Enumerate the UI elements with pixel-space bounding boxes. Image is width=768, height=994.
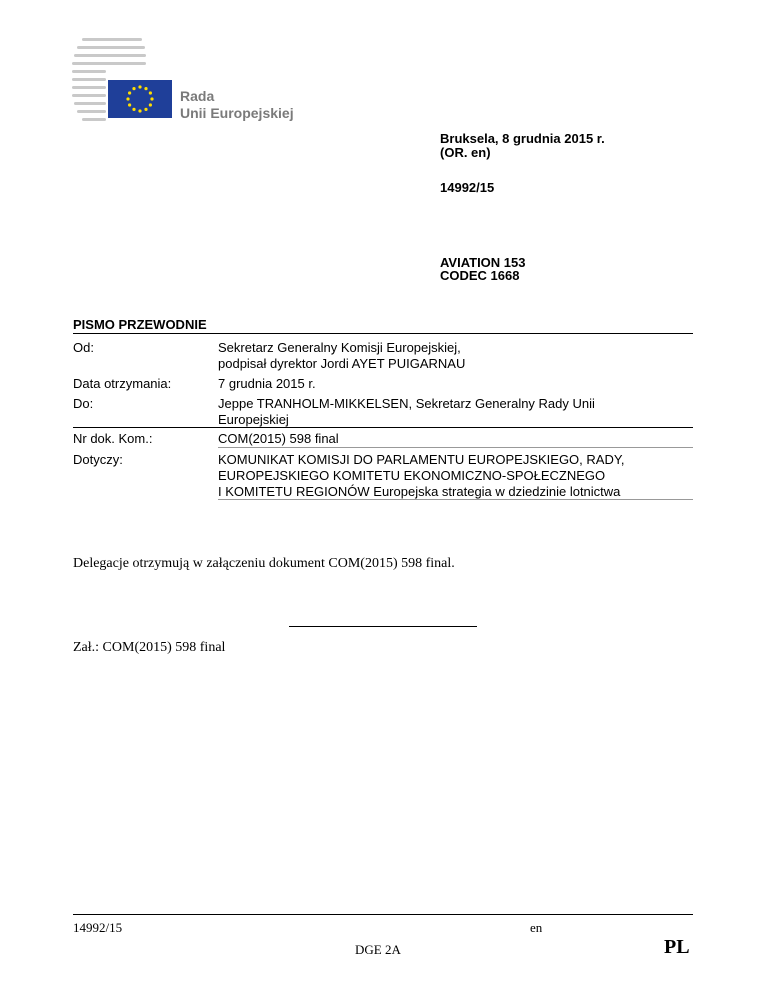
eu-star-icon bbox=[128, 91, 131, 94]
divider bbox=[218, 499, 693, 500]
field-to bbox=[73, 396, 693, 428]
eu-star-icon bbox=[149, 103, 152, 106]
field-received-value: 7 grudnia 2015 r. bbox=[218, 376, 316, 391]
footer-divider bbox=[73, 914, 693, 915]
code-aviation: AVIATION 153 bbox=[440, 255, 526, 270]
separator-line bbox=[289, 626, 477, 627]
field-subject bbox=[73, 452, 693, 500]
section-title: PISMO PRZEWODNIE bbox=[73, 317, 207, 332]
eu-star-icon bbox=[144, 108, 147, 111]
field-subject-value: KOMUNIKAT KOMISJI DO PARLAMENTU EUROPEJSKIEGO, RADY, EUROPEJSKIEGO KOMITETU EKONOMICZNO-SPOŁECZNEGO I KOMITETU REGIONÓW Europejska strategia w dziedzinie lotnictwa bbox=[218, 452, 625, 499]
eu-star-icon bbox=[126, 97, 129, 100]
divider bbox=[73, 333, 693, 334]
divider bbox=[73, 427, 693, 428]
original-language: (OR. en) bbox=[440, 145, 491, 160]
eu-star-icon bbox=[144, 87, 147, 90]
field-from-label: Od: bbox=[73, 340, 94, 355]
field-com-number-value: COM(2015) 598 final bbox=[218, 431, 339, 446]
field-from bbox=[73, 340, 693, 372]
eu-star-icon bbox=[138, 85, 141, 88]
footer-department: DGE 2A bbox=[355, 942, 401, 957]
field-subject-label: Dotyczy: bbox=[73, 452, 123, 467]
field-to-label: Do: bbox=[73, 396, 94, 411]
council-building-icon bbox=[72, 38, 172, 124]
eu-star-icon bbox=[128, 103, 131, 106]
eu-star-icon bbox=[138, 109, 141, 112]
council-name bbox=[180, 88, 294, 122]
field-to-value: Jeppe TRANHOLM-MIKKELSEN, Sekretarz Generalny Rady Unii Europejskiej bbox=[218, 396, 595, 427]
divider bbox=[218, 447, 693, 448]
body-text: Delegacje otrzymują w załączeniu dokument COM(2015) 598 final. bbox=[73, 556, 455, 571]
field-received-label: Data otrzymania: bbox=[73, 376, 172, 391]
footer-doc-number: 14992/15 bbox=[73, 920, 123, 935]
eu-star-icon bbox=[132, 108, 135, 111]
field-com-number bbox=[73, 431, 693, 447]
attachment-note: Zał.: COM(2015) 598 final bbox=[73, 640, 226, 655]
eu-star-icon bbox=[149, 91, 152, 94]
footer-target-lang: PL bbox=[664, 936, 690, 958]
code-codec: CODEC 1668 bbox=[440, 268, 520, 283]
eu-star-icon bbox=[150, 97, 153, 100]
field-from-value: Sekretarz Generalny Komisji Europejskiej, podpisał dyrektor Jordi AYET PUIGARNAU bbox=[218, 340, 466, 371]
field-received bbox=[73, 376, 693, 392]
council-name-line2: Unii Europejskiej bbox=[180, 105, 294, 121]
field-com-number-label: Nr dok. Kom.: bbox=[73, 431, 153, 446]
council-name-line1: Rada bbox=[180, 88, 215, 104]
council-logo bbox=[72, 38, 172, 124]
footer-lang: en bbox=[530, 920, 543, 935]
place-date: Bruksela, 8 grudnia 2015 r. bbox=[440, 131, 605, 146]
eu-star-icon bbox=[132, 87, 135, 90]
doc-number: 14992/15 bbox=[440, 180, 495, 195]
